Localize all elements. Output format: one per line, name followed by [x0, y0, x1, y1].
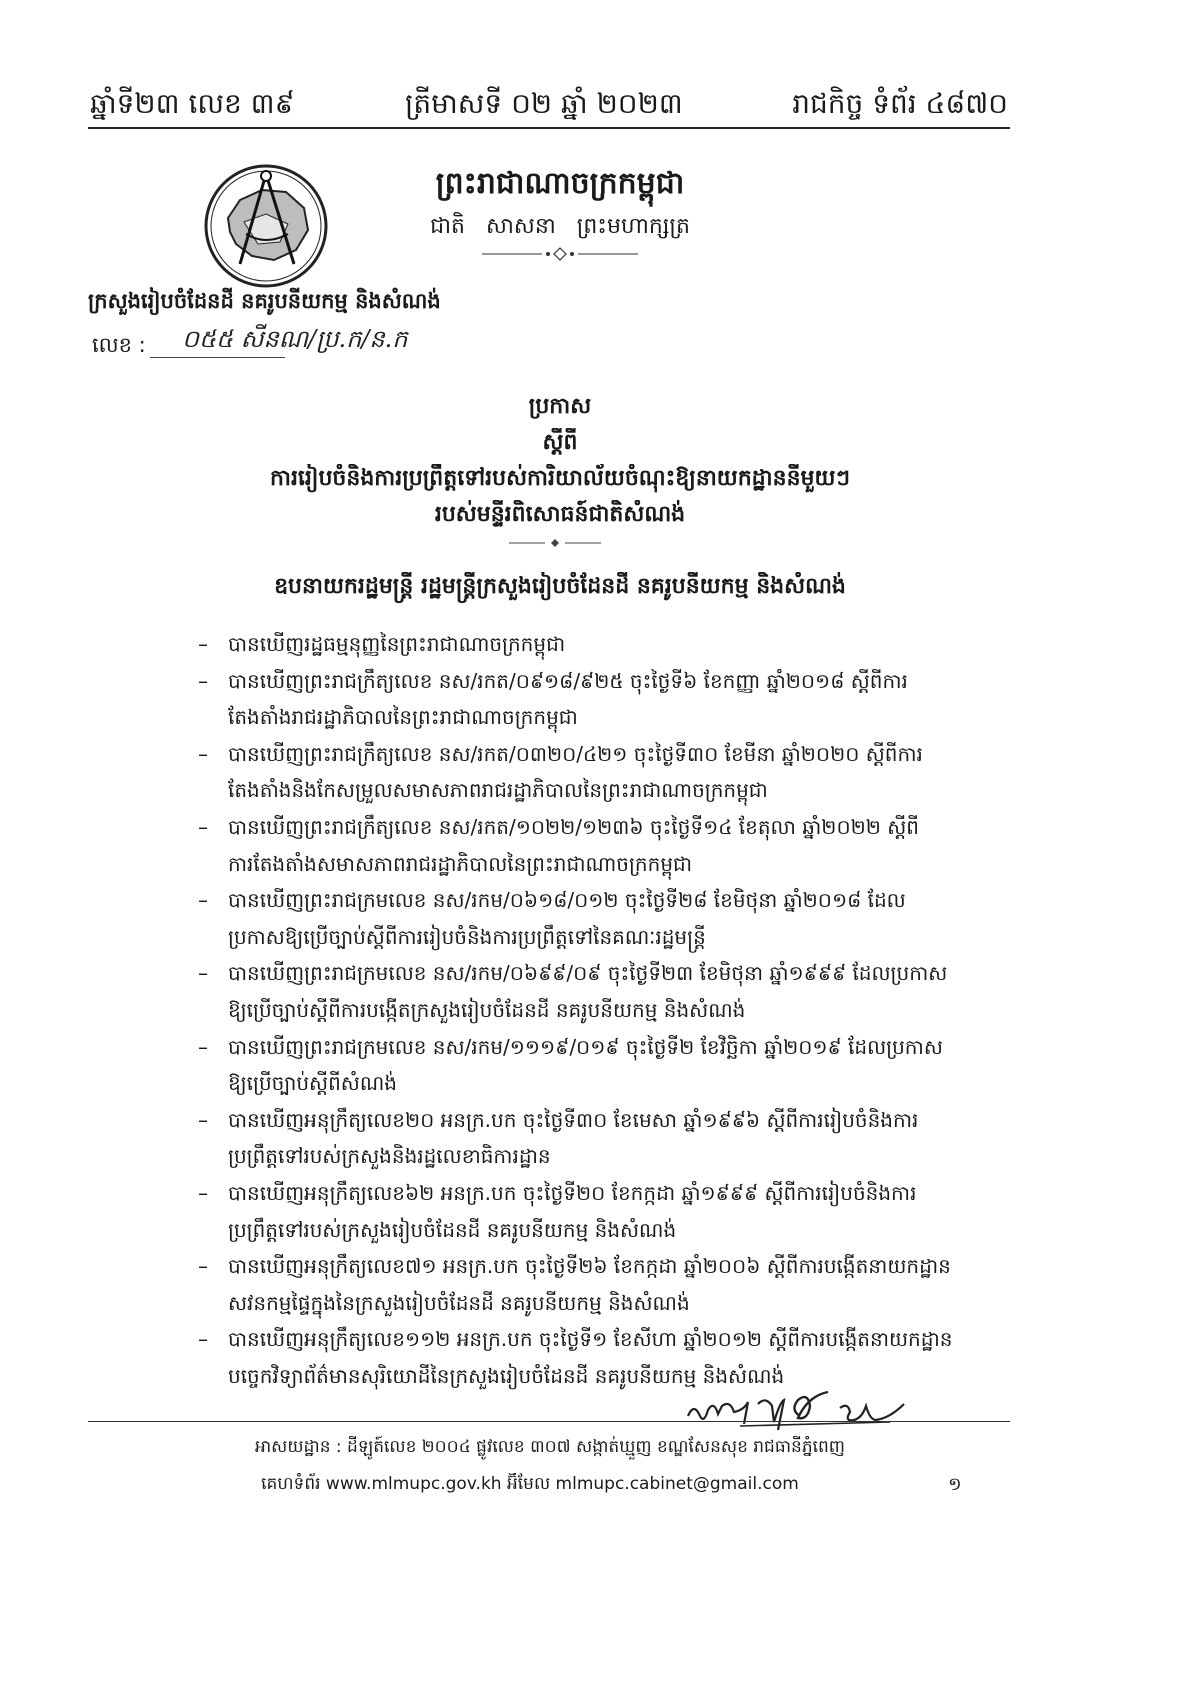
- page-number: ១: [948, 1474, 962, 1495]
- list-item: [198, 1321, 988, 1394]
- list-item-line: បានឃើញព្រះរាជក្រឹត្យលេខ នស/រកត/១០២២/១២៣៦ ចុះថ្ងៃទី១៤ ខែតុលា ឆ្នាំ២០២២ ស្តីពី: [228, 814, 919, 839]
- gazette-year-issue: ឆ្នាំទី២៣ លេខ ៣៩: [90, 87, 295, 120]
- list-item: [198, 1102, 988, 1175]
- ministry-emblem-icon: [200, 160, 332, 292]
- list-item: [198, 882, 988, 955]
- list-item-line: បានឃើញអនុក្រឹត្យលេខ១១២ អនក្រ.បក ចុះថ្ងៃទី១ ខែសីហា ឆ្នាំ២០១២ ស្តីពីការបង្កើតនាយកដ្ឋាន: [228, 1327, 953, 1352]
- list-item-line: បានឃើញព្រះរាជក្រមលេខ នស/រកម/១១១៩/០១៩ ចុះថ្ងៃទី២ ខែវិច្ឆិកា ឆ្នាំ២០១៩ ដែលប្រកាស: [228, 1034, 943, 1059]
- bullet-dash: –: [198, 741, 208, 766]
- list-item: [198, 626, 988, 663]
- list-item-line: បានឃើញអនុក្រឹត្យលេខ៧១ អនក្រ.បក ចុះថ្ងៃទី២៦ ខែកក្កដា ឆ្នាំ២០០៦ ស្តីពីការបង្កើតនាយកដ្ឋាន: [228, 1254, 951, 1279]
- bullet-dash: –: [198, 1180, 208, 1205]
- footer-web-email: គេហទំព័រ www.mlmupc.gov.kh អ៊ីមែល mlmupc.cabinet@gmail.com: [261, 1474, 799, 1494]
- document-about: ស្តីពី: [542, 430, 578, 455]
- bullet-dash: –: [198, 961, 208, 986]
- reference-label: លេខ :: [92, 333, 146, 357]
- list-item-line: ប្រកាសឱ្យប្រើច្បាប់ស្តីពីការរៀបចំនិងការប្រព្រឹត្តទៅនៃគណៈរដ្ឋមន្ត្រី: [228, 924, 706, 949]
- considerations-list: [198, 626, 988, 1394]
- list-item-line: ការតែងតាំងសមាសភាពរាជរដ្ឋាភិបាលនៃព្រះរាជាណាចក្រកម្ពុជា: [228, 851, 693, 876]
- national-motto: ជាតិ សាសនា ព្រះមហាក្សត្រ: [430, 214, 690, 239]
- bullet-dash: –: [198, 1327, 208, 1352]
- list-item-line: បច្ចេកវិទ្យាព័ត៌មានសុរិយោដីនៃក្រសួងរៀបចំដែនដី នគរូបនីយកម្ម និងសំណង់: [228, 1363, 785, 1388]
- ornament-divider-icon: [505, 538, 605, 548]
- ornament-divider-icon: [478, 247, 642, 261]
- bullet-dash: –: [198, 1254, 208, 1279]
- list-item-line: បានឃើញព្រះរាជក្រមលេខ នស/រកម/០៦១៨/០១២ ចុះថ្ងៃទី២៨ ខែមិថុនា ឆ្នាំ២០១៨ ដែល: [228, 888, 906, 913]
- kingdom-title: ព្រះរាជាណាចក្រកម្ពុជា: [435, 166, 685, 201]
- list-item: [198, 955, 988, 1028]
- list-item-line: ឱ្យប្រើច្បាប់ស្តីពីការបង្កើតក្រសួងរៀបចំដែនដី នគរូបនីយកម្ម និងសំណង់: [228, 997, 746, 1022]
- list-item-line: ប្រព្រឹត្តទៅរបស់ក្រសួងរៀបចំដែនដី នគរូបនីយកម្ម និងសំណង់: [228, 1217, 677, 1242]
- list-item-line: សវនកម្មផ្ទៃក្នុងនៃក្រសួងរៀបចំដែនដី នគរូបនីយកម្ម និងសំណង់: [228, 1290, 690, 1315]
- document-subject-line1: ការរៀបចំនិងការប្រព្រឹត្តទៅរបស់ការិយាល័យចំណុះឱ្យនាយកដ្ឋាននីមួយៗ: [270, 466, 850, 491]
- handwritten-initials-signature: [680, 1386, 930, 1434]
- issuer-title: ឧបនាយករដ្ឋមន្ត្រី រដ្ឋមន្ត្រីក្រសួងរៀបចំដែនដី នគរូបនីយកម្ម និងសំណង់: [274, 574, 846, 599]
- list-item-line: បានឃើញអនុក្រឹត្យលេខ៦២ អនក្រ.បក ចុះថ្ងៃទី២០ ខែកក្កដា ឆ្នាំ១៩៩៩ ស្តីពីការរៀបចំនិងការ: [228, 1180, 917, 1205]
- list-item: [198, 809, 988, 882]
- list-item-line: បានឃើញព្រះរាជក្រឹត្យលេខ នស/រកត/០៩១៨/៩២៥ ចុះថ្ងៃទី៦ ខែកញ្ញា ឆ្នាំ២០១៨ ស្តីពីការ: [228, 668, 908, 693]
- reference-number-handwritten: ០៥៥ សីនណ/ប្រ.ក/ន.ក: [182, 325, 408, 353]
- list-item-line: ប្រព្រឹត្តទៅរបស់ក្រសួងនិងរដ្ឋលេខាធិការដ្ឋាន: [228, 1144, 551, 1169]
- list-item-line: បានឃើញរដ្ឋធម្មនុញ្ញនៃព្រះរាជាណាចក្រកម្ពុជា: [228, 632, 566, 656]
- bullet-dash: –: [198, 1107, 208, 1132]
- gazette-page: រាជកិច្ច ទំព័រ ៤៨៧០: [792, 87, 1008, 120]
- list-item: [198, 1175, 988, 1248]
- list-item: [198, 663, 988, 736]
- bullet-dash: –: [198, 888, 208, 913]
- document-type: ប្រកាស: [528, 394, 592, 419]
- list-item: [198, 1248, 988, 1321]
- list-item-line: តែងតាំងនិងកែសម្រួលសមាសភាពរាជរដ្ឋាភិបាលនៃព្រះរាជាណាចក្រកម្ពុជា: [228, 778, 768, 803]
- list-item-line: បានឃើញអនុក្រឹត្យលេខ២០ អនក្រ.បក ចុះថ្ងៃទី៣០ ខែមេសា ឆ្នាំ១៩៩៦ ស្តីពីការរៀបចំនិងការ: [228, 1107, 919, 1132]
- header-rule: [88, 127, 1010, 129]
- ministry-name: ក្រសួងរៀបចំដែនដី នគរូបនីយកម្ម និងសំណង់: [88, 289, 441, 313]
- gazette-quarter: ត្រីមាសទី ០២ ឆ្នាំ ២០២៣: [405, 87, 683, 120]
- bullet-dash: –: [198, 814, 208, 839]
- footer-rule: [88, 1421, 1010, 1422]
- list-item-line: បានឃើញព្រះរាជក្រឹត្យលេខ នស/រកត/០៣២០/៤២១ ចុះថ្ងៃទី៣០ ខែមីនា ឆ្នាំ២០២០ ស្តីពីការ: [228, 741, 923, 766]
- list-item-line: តែងតាំងរាជរដ្ឋាភិបាលនៃព្រះរាជាណាចក្រកម្ពុជា: [228, 705, 578, 730]
- bullet-dash: –: [198, 1034, 208, 1059]
- bullet-dash: –: [198, 668, 208, 693]
- bullet-dash: –: [198, 632, 208, 656]
- document-subject-line2: របស់មន្ទីរពិសោធន៍ជាតិសំណង់: [434, 502, 686, 527]
- list-item: [198, 736, 988, 809]
- list-item-line: បានឃើញព្រះរាជក្រមលេខ នស/រកម/០៦៩៩/០៩ ចុះថ្ងៃទី២៣ ខែមិថុនា ឆ្នាំ១៩៩៩ ដែលប្រកាស: [228, 961, 948, 986]
- list-item-line: ឱ្យប្រើច្បាប់ស្តីពីសំណង់: [228, 1071, 397, 1096]
- list-item: [198, 1029, 988, 1102]
- footer-address: អាសយដ្ឋាន : ដីឡូត៍លេខ ២០០៤ ផ្លូវលេខ ៣០៧ សង្កាត់ឃ្មួញ ខណ្ឌសែនសុខ រាជធានីភ្នំពេញ: [254, 1437, 845, 1457]
